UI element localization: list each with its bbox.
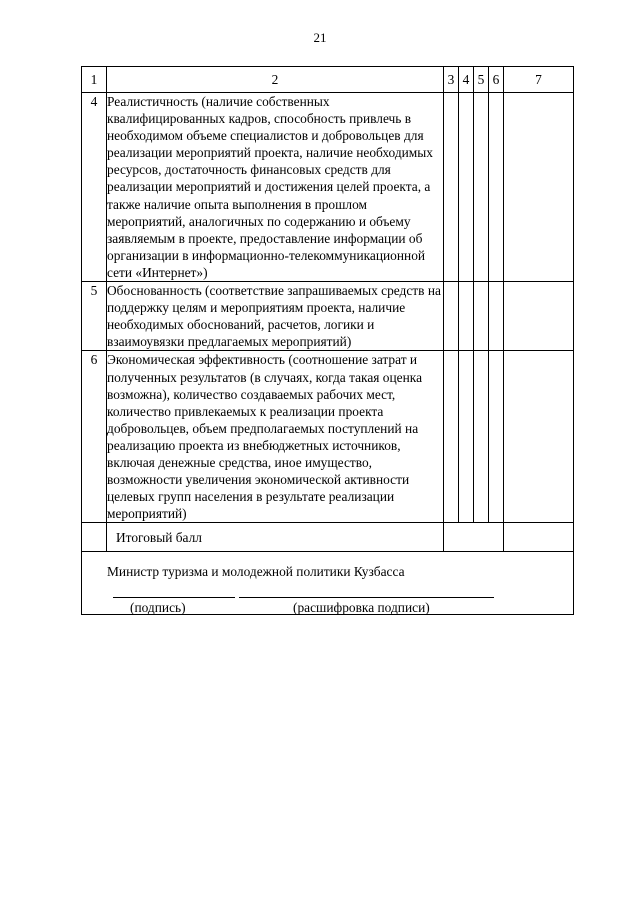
row-number: 4 (82, 93, 107, 282)
table-row (82, 93, 574, 282)
header-col-3: 3 (444, 67, 459, 93)
score-cell (459, 351, 474, 523)
total-label: Итоговый балл (107, 523, 444, 552)
page-number: 21 (313, 30, 327, 45)
table-row (82, 351, 574, 523)
signature-line (113, 597, 235, 598)
header-col-2: 2 (107, 67, 444, 93)
total-score-cell (444, 523, 504, 552)
row-number: 6 (82, 351, 107, 523)
score-cell (444, 282, 459, 351)
signature-decoding-line (239, 597, 494, 598)
score-cell (504, 93, 574, 282)
minister-title: Министр туризма и молодежной политики Кузбасса (107, 564, 405, 580)
score-cell (504, 351, 574, 523)
score-cell (504, 282, 574, 351)
total-row (82, 523, 574, 552)
score-cell (474, 93, 489, 282)
criterion-text: Реалистичность (наличие собственных квалифицированных кадров, способность привлечь в необходимом объеме специалистов и добровольцев для реализации мероприятий проекта, наличие необходимых ресурсов, достаточность финансовых средств для реализации мероприятий и достижения целей проекта, а также наличие опыта выполнения в прошлом мероприятий, аналогичных по содержанию и объему заявляемым в проекте, предоставление информации об организации в информационно-телекоммуникационной сети «Интернет») (107, 93, 444, 282)
signature-row (82, 552, 574, 615)
criterion-text: Экономическая эффективность (соотношение затрат и полученных результатов (в случаях, когда такая оценка возможна), количество создаваемых рабочих мест, количество привлекаемых к реализации проекта добровольцев, объем предполагаемых поступлений на реализацию проекта из внебюджетных источников, включая денежные средства, иное имущество, возможности увеличения экономической активности целевых групп населения в результате реализации мероприятий) (107, 351, 444, 523)
score-cell (474, 282, 489, 351)
score-cell (459, 282, 474, 351)
table-header-row (82, 67, 574, 93)
signature-caption: (подпись) (130, 600, 186, 616)
score-cell (444, 93, 459, 282)
criteria-table (81, 66, 574, 615)
score-cell (489, 93, 504, 282)
score-cell (459, 93, 474, 282)
signature-block (82, 552, 574, 615)
score-cell (489, 282, 504, 351)
score-cell (489, 351, 504, 523)
table-row (82, 282, 574, 351)
header-col-1: 1 (82, 67, 107, 93)
signature-decoding-caption: (расшифровка подписи) (293, 600, 430, 616)
total-number-cell (82, 523, 107, 552)
score-cell (444, 351, 459, 523)
total-score-cell (504, 523, 574, 552)
header-col-5: 5 (474, 67, 489, 93)
header-col-7: 7 (504, 67, 574, 93)
header-col-6: 6 (489, 67, 504, 93)
score-cell (474, 351, 489, 523)
criterion-text: Обоснованность (соответствие запрашиваемых средств на поддержку целям и мероприятиям проекта, наличие необходимых обоснований, расчетов, логики и взаимоувязки предлагаемых мероприятий) (107, 282, 444, 351)
row-number: 5 (82, 282, 107, 351)
header-col-4: 4 (459, 67, 474, 93)
